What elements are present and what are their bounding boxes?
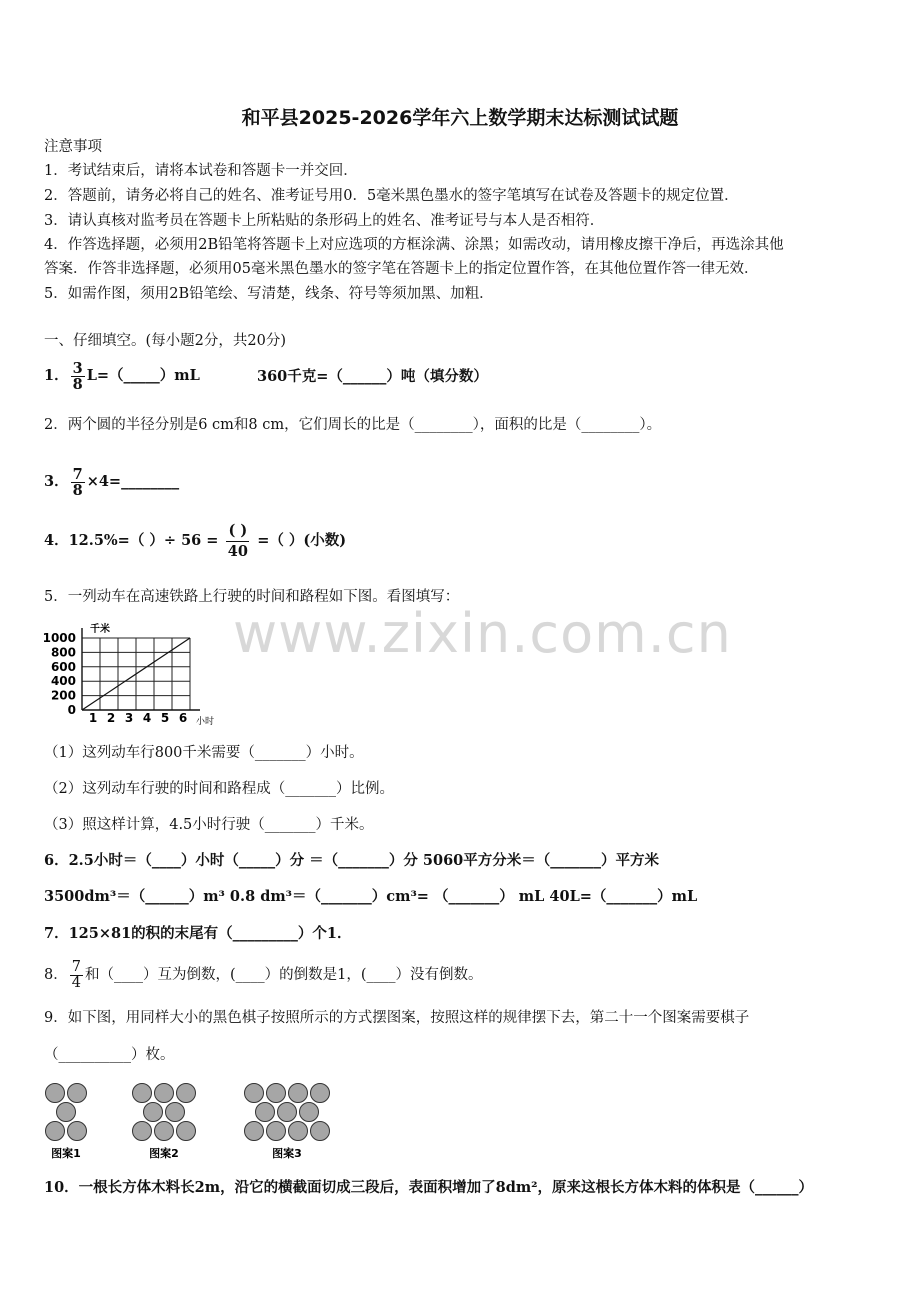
- notice-item: 答案．作答非选择题，必须用05毫米黑色墨水的签字笔在答题卡上的指定位置作答，在其他位置作答一律无效．: [44, 261, 759, 277]
- y-tick-label: 400: [50, 674, 76, 689]
- x-tick-label: 5: [160, 711, 170, 725]
- chess-piece: [267, 1084, 286, 1103]
- notice-item: 3．请认真核对监考员在答题卡上所粘贴的条形码上的姓名、准考证号与本人是否相符．: [44, 213, 605, 229]
- y-tick-label: 600: [50, 659, 76, 674]
- x-tick-label: 6: [178, 711, 188, 725]
- chess-piece: [289, 1122, 308, 1141]
- question-6-line-2: 3500dm³＝（______）m³ 0.8 dm³＝（_______）cm³= （_______） mL 40L=（_______）mL: [44, 888, 698, 905]
- chess-pattern-figure: [40, 1080, 360, 1162]
- y-tick-label: 200: [50, 688, 76, 703]
- chess-piece: [311, 1084, 330, 1103]
- chess-piece: [46, 1122, 65, 1141]
- q5-sub-1: （1）这列动车行800千米需要（_______）小时。: [44, 745, 364, 761]
- chess-piece: [177, 1122, 196, 1141]
- x-tick-label: 4: [142, 711, 152, 725]
- pattern-label: 图案2: [149, 1147, 179, 1160]
- y-tick-label: 0: [67, 703, 76, 717]
- question-6-line-1: 6．2.5小时＝（____）小时（_____）分 ＝（_______）分 5060平方分米＝（_______）平方米: [44, 852, 660, 869]
- question-5-stem: 5．一列动车在高速铁路上行驶的时间和路程如下图。看图填写：: [44, 589, 460, 605]
- chess-piece: [289, 1084, 308, 1103]
- notice-item: 4．作答选择题，必须用2B铅笔将答题卡上对应选项的方框涂满、涂黑；如需改动，请用橡皮擦干净后，再选涂其他: [44, 237, 784, 253]
- chess-piece: [311, 1122, 330, 1141]
- chess-piece: [245, 1122, 264, 1141]
- chess-piece: [46, 1084, 65, 1103]
- pattern-label: 图案3: [272, 1147, 302, 1160]
- q1-part-b: 360千克=（______）吨（填分数）: [257, 368, 488, 385]
- q4-fraction: $\frac{( )}{40}$: [227, 521, 248, 560]
- q8-fraction: $\frac{7}{4}$: [71, 958, 81, 991]
- chess-piece: [245, 1084, 264, 1103]
- chess-piece: [155, 1084, 174, 1103]
- section-heading: 一、仔细填空。(每小题2分，共20分): [44, 333, 286, 349]
- question-8: 8． $\frac{7}{4}$ 和（____）互为倒数，(____）的倒数是1，(____）没有倒数。: [44, 958, 483, 991]
- watermark-text: www.zixin.com.cn: [233, 602, 732, 665]
- q3-fraction: $\frac{7}{8}$: [72, 465, 83, 499]
- y-tick-label: 800: [50, 645, 76, 660]
- chess-piece: [300, 1103, 319, 1122]
- question-4: 4．12.5%=（ ）÷ 56 = $\frac{( )}{40}$ =（ ）(小数): [44, 521, 347, 560]
- q1-fraction: $\frac{3}{8}$: [72, 359, 83, 393]
- question-2: 2．两个圆的半径分别是6 cm和8 cm，它们周长的比是（________），面积的比是（________）。: [44, 417, 662, 433]
- notice-heading: 注意事项: [44, 139, 102, 155]
- chess-piece: [133, 1084, 152, 1103]
- notice-item: 5．如需作图，须用2B铅笔绘、写清楚，线条、符号等须加黑、加粗．: [44, 286, 494, 302]
- chess-piece: [278, 1103, 297, 1122]
- q1-part-a: L=（_____）mL: [86, 367, 200, 384]
- q1-number: 1．: [44, 367, 69, 384]
- chess-piece: [177, 1084, 196, 1103]
- chess-piece: [155, 1122, 174, 1141]
- x-tick-label: 3: [124, 711, 134, 725]
- chess-piece: [256, 1103, 275, 1122]
- question-9-line-2: （__________）枚。: [44, 1047, 175, 1063]
- chess-piece: [68, 1122, 87, 1141]
- question-9-line-1: 9．如下图，用同样大小的黑色棋子按照所示的方式摆图案，按照这样的规律摆下去，第二十一个图案需要棋子: [44, 1010, 750, 1026]
- question-1: [44, 359, 200, 393]
- chess-piece: [144, 1103, 163, 1122]
- pattern-label: 图案1: [51, 1147, 81, 1160]
- chess-piece: [68, 1084, 87, 1103]
- x-axis-label: 小时: [196, 717, 215, 727]
- q5-sub-3: （3）照这样计算，4.5小时行驶（_______）千米。: [44, 817, 374, 833]
- distance-time-chart: [40, 614, 220, 730]
- q5-sub-2: （2）这列动车行驶的时间和路程成（_______）比例。: [44, 781, 394, 797]
- x-tick-label: 2: [106, 711, 116, 725]
- notice-item: 2．答题前，请务必将自己的姓名、准考证号用0．5毫米黑色墨水的签字笔填写在试卷及答题卡的规定位置．: [44, 188, 739, 204]
- y-axis-label: 千米: [90, 624, 110, 635]
- page-title: 和平县2025-2026学年六上数学期末达标测试试题: [241, 107, 679, 129]
- chess-piece: [133, 1122, 152, 1141]
- question-10: 10．一根长方体木料长2m，沿它的横截面切成三段后，表面积增加了8dm²，原来这根长方体木料的体积是（______）: [44, 1179, 814, 1196]
- question-7: 7．125×81的积的末尾有（_________）个1．: [44, 925, 352, 942]
- x-tick-label: 1: [88, 711, 98, 725]
- chess-piece: [57, 1103, 76, 1122]
- notice-item: 1．考试结束后，请将本试卷和答题卡一并交回．: [44, 163, 358, 179]
- chess-piece: [166, 1103, 185, 1122]
- chess-piece: [267, 1122, 286, 1141]
- y-tick-label: 1000: [42, 631, 76, 645]
- question-3: 3． $\frac{7}{8}$ ×4=________: [44, 465, 180, 499]
